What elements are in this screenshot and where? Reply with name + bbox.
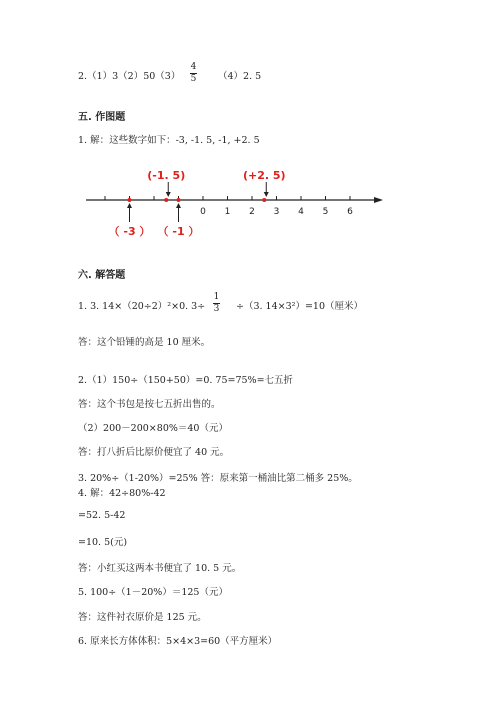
q6-1-prefix: 1. 3. 14×（20÷2）²×0. 3÷ [78,301,206,312]
answer-line-a6-2a: 答：这个书包是按七五折出售的。 [78,399,221,410]
fraction-denominator: 3 [213,304,220,314]
tick-label: 6 [347,207,353,217]
bottom-point-label: （ -1 ） [157,225,200,238]
fraction-1-3 [213,292,220,315]
answer-line-a6-1: 答：这个铅锤的高是 10 厘米。 [78,337,211,348]
section-title-5: 五. 作图题 [78,112,126,123]
arrow-up-icon [127,203,132,208]
q2-prefix: 2.（1）3（2）50（3） [78,71,181,82]
arrow-down-icon [264,192,269,197]
marked-point [262,198,266,202]
tick-label: 1 [224,207,231,217]
q2-suffix-line [218,68,261,82]
answer-line-6-3: 3. 20%÷（1-20%）=25% 答：原来第一桶油比第二桶多 25%。 [78,473,358,484]
tick-label: 2 [249,207,255,217]
answer-line-6-2b: （2）200－200×80%＝40（元） [78,423,228,434]
tick-label: 5 [322,207,329,217]
answer-line-6-4: 4. 解：42÷80%-42 [78,488,166,499]
tick-label: 4 [298,207,304,217]
answer-line-a6-4: 答：小红买这两本书便宜了 10. 5 元。 [78,563,242,574]
marked-point [128,198,132,202]
q6-1-suffix-line [236,298,363,312]
answer-line-q2 [78,68,180,82]
fraction-denominator: 5 [190,74,197,84]
answer-line-6-5: 5. 100÷（1－20%）＝125（元） [78,587,228,598]
section-title-6: 六. 解答题 [78,270,126,281]
marked-point [164,198,168,202]
number-line-diagram [78,163,388,243]
tick-label: 0 [200,207,206,217]
answer-line-6-4c: =10. 5(元) [78,537,128,548]
axis-arrow-icon [374,197,383,203]
answer-line-5-1: 1. 解：这些数字如下：-3, -1. 5, -1, +2. 5 [78,135,260,146]
q6-1-suffix: ÷（3. 14×3²）=10（厘米） [236,301,363,312]
top-point-label: (-1. 5) [147,169,186,182]
answer-line-6-4b: =52. 5-42 [78,510,126,521]
bottom-point-label: （ -3 ） [108,225,151,238]
tick-label: 3 [273,207,280,217]
answer-line-6-1 [78,298,205,312]
arrow-down-icon [166,192,171,197]
fraction-numerator: 1 [213,292,220,302]
marked-point [177,198,181,202]
answer-line-a6-5: 答：这件衬衣原价是 125 元。 [78,612,207,623]
fraction-4-5 [190,62,197,85]
top-point-label: (+2. 5) [242,169,286,182]
answer-line-6-2a: 2.（1）150÷（150+50）=0. 75=75%=七五折 [78,375,294,386]
q2-suffix: （4）2. 5 [218,71,262,82]
answer-line-a6-2b: 答：打八折后比原价便宜了 40 元。 [78,447,230,458]
answer-line-6-6: 6. 原来长方体体积：5×4×3=60（平方厘米） [78,636,278,647]
fraction-numerator: 4 [190,62,197,72]
arrow-up-icon [176,203,181,208]
